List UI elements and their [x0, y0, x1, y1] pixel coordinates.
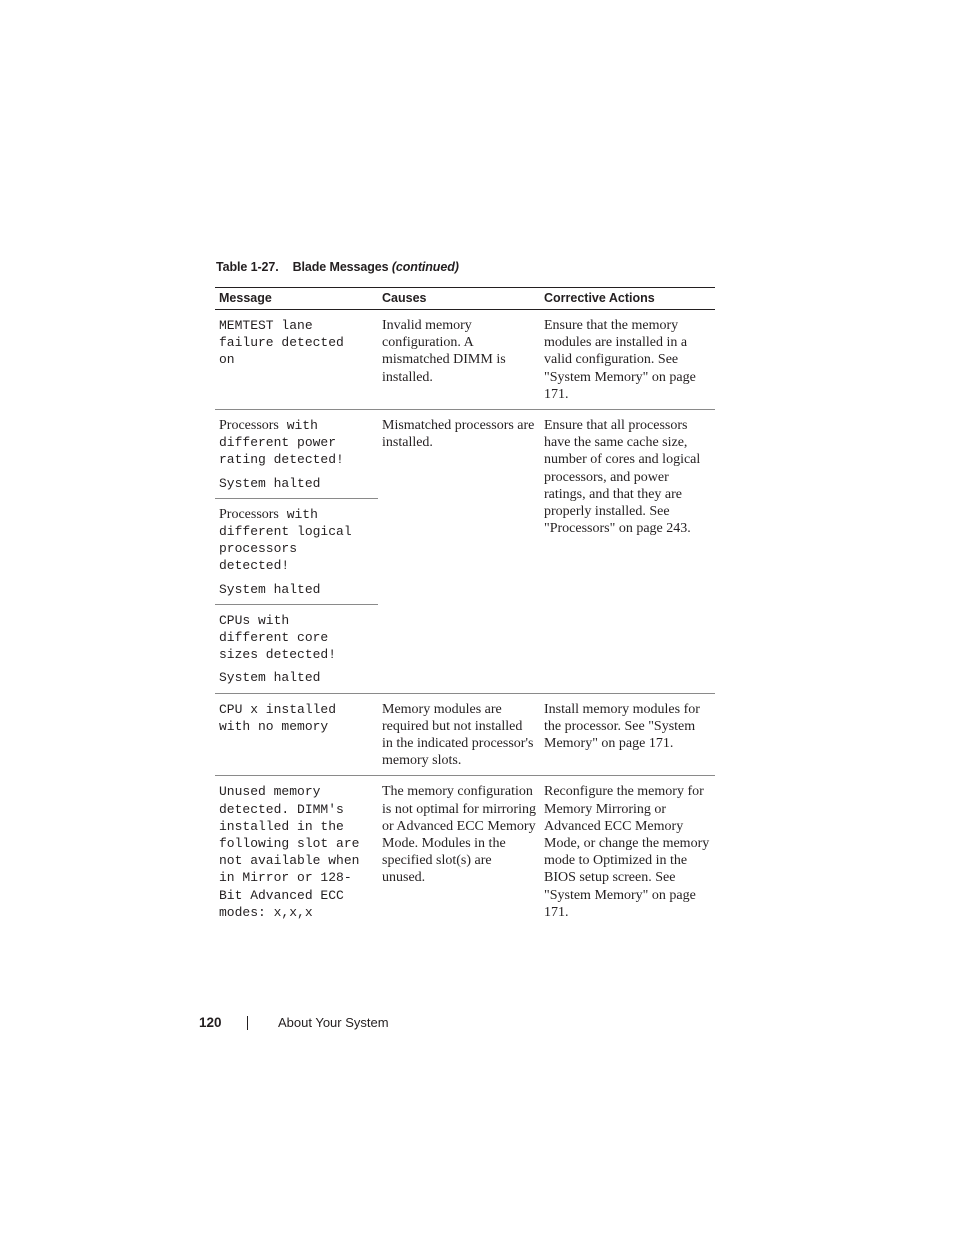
system-halted-text: System halted — [219, 581, 321, 597]
message-cell — [215, 410, 378, 499]
header-message: Message — [215, 288, 378, 310]
message-text: Processors with different logical processors detected! — [219, 506, 352, 574]
message-cell — [215, 776, 378, 927]
running-footer: About Your System — [278, 1015, 389, 1030]
message-text: CPU x installed with no memory — [219, 701, 337, 734]
header-corrective-actions: Corrective Actions — [540, 288, 715, 310]
message-text: MEMTEST lane failure detected on — [219, 318, 344, 368]
table-row — [215, 410, 715, 499]
message-text: Unused memory detected. DIMM's installed in the following slot are not available when in Mirror or 128- Bit Advanced ECC modes: x,x,x — [219, 784, 360, 920]
message-cell — [215, 310, 378, 410]
table-row — [215, 693, 715, 776]
message-text: Processors with different power rating detected! — [219, 418, 344, 468]
system-halted-text: System halted — [219, 670, 321, 686]
table-row — [215, 310, 715, 410]
message-text: CPUs with different core sizes detected! — [219, 612, 337, 663]
blade-messages-table — [215, 287, 715, 927]
footer-divider — [247, 1016, 248, 1030]
action-cell: Ensure that the memory modules are installed in a valid configuration. See "System Memory" on page 171. — [544, 318, 696, 402]
cause-cell: Invalid memory configuration. A mismatched DIMM is installed. — [382, 318, 506, 385]
message-cell — [215, 498, 378, 604]
action-cell: Install memory modules for the processor. See "System Memory" on page 171. — [540, 693, 715, 776]
action-cell: Reconfigure the memory for Memory Mirroring or Advanced ECC Memory Mode, or change the memory mode to Optimized in the BIOS setup screen. See "System Memory" on page 171. — [540, 776, 715, 927]
cause-cell: Mismatched processors are installed. — [378, 410, 540, 694]
table-number: Table 1-27. — [216, 260, 279, 274]
system-halted-text: System halted — [219, 475, 321, 491]
page-number: 120 — [199, 1015, 222, 1030]
table-title: Blade Messages — [292, 260, 389, 274]
header-causes: Causes — [378, 288, 540, 310]
table-continued: (continued) — [391, 260, 459, 274]
table-caption — [216, 260, 459, 274]
message-cell — [215, 604, 378, 693]
cause-cell: The memory configuration is not optimal for mirroring or Advanced ECC Memory Mode. Modules in the specified slot(s) are unused. — [378, 776, 540, 927]
table-row — [215, 776, 715, 927]
cause-cell: Memory modules are required but not installed in the indicated processor's memory slots. — [378, 693, 540, 776]
header-row — [215, 288, 715, 310]
action-cell: Ensure that all processors have the same cache size, number of cores and logical processors, and power ratings, and that they are properly installed. See "Processors" on page 243. — [540, 410, 715, 694]
message-cell — [215, 693, 378, 776]
